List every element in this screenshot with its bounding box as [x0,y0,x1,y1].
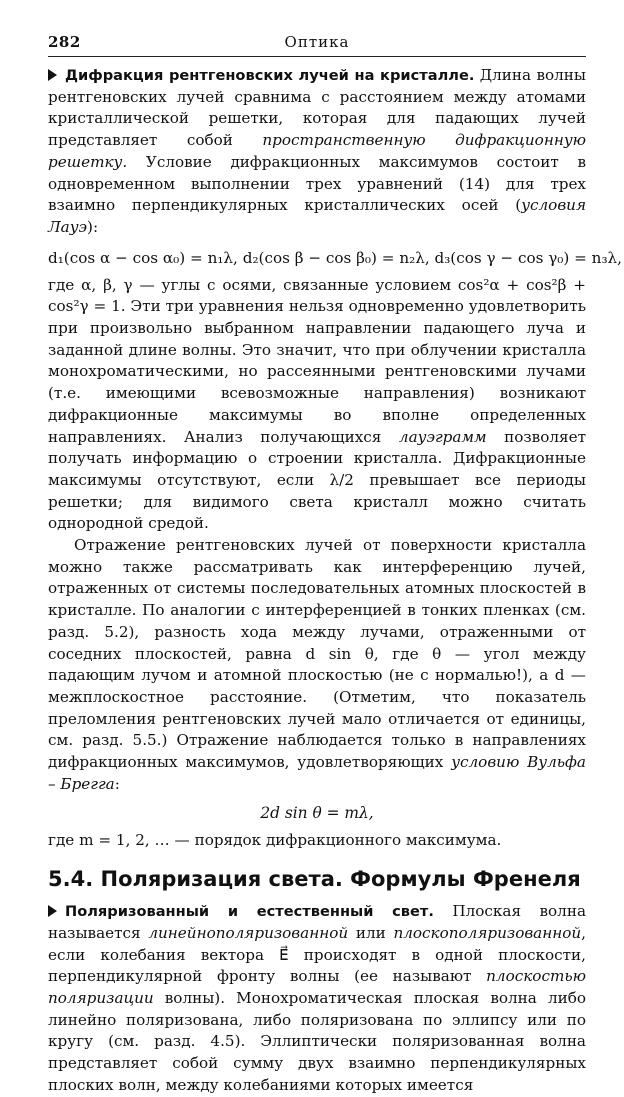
lead-title-polarization: Поляризованный и естественный свет. [65,903,434,921]
running-title: Оптика [284,33,350,51]
running-head [48,30,586,54]
polarization-text-4: волны). Монохроматическая плоская волна либо линейно поляризована, либо поляризована по эллипсу или по кругу (см. разд. 4.5). Эллиптически поляризованная волна представляет собой сумму двух взаимно перпендикулярных плоских волн, между колебаниями которых имеется [48,989,586,1094]
angles-paragraph [48,275,586,535]
polarization-paragraph [48,901,586,1096]
plane-polarized-term: плоскополяризованной [393,923,582,942]
page-number: 282 [48,33,81,51]
angles-text-1: где α, β, γ — углы с осями, связанные условием cos²α + cos²β + cos²γ = 1. Эти три уравнения нельзя одновременно удовлетворить при произвольно выбранном направлении падающего луча и заданной длине волны. Это значит, что при облучении кристалла монохроматическими, но рассеянными рентгеновскими лучами (т.е. имеющими всевозможные направления) возникают дифракционные максимумы во вполне определенных направлениях. Анализ получающихся [48,275,586,446]
bragg-condition-term: условию Вульфа – Брегга [48,753,586,793]
triangle-bullet-icon [48,69,57,81]
plane-of-polarization-term: плоскостью поляризации [48,967,586,1008]
polarization-text-1: Плоская волна называется [48,902,586,942]
header-rule [48,56,586,57]
order-line: где m = 1, 2, … — порядок дифракционного максимума. [48,830,502,849]
triangle-bullet-icon [48,905,57,917]
polarization-text-2: или [348,923,394,942]
intro-text-1: Длина волны рентгеновских лучей сравнима с расстоянием между атомами кристаллической решетки, которая для падающих лучей представляет собой [48,66,586,150]
intro-text-3: ): [87,217,99,236]
linear-polarized-term: линейнополяризованной [148,923,349,942]
reflection-text-2: : [114,774,120,793]
angles-text-2: позволяет получать информацию о строении кристалла. Дифракционные максимумы отсутствуют, если λ/2 превышает все периоды решетки; для видимого света кристалл можно считать однородной средой. [48,427,586,533]
polarization-text-3: , если колебания вектора E⃗ происходят в одной плоскости, перпендикулярной фронту волны (ее называют [48,923,586,986]
reflection-paragraph [48,535,586,795]
intro-emphasis-2: условия Лауэ [48,196,586,236]
book-page [48,30,623,1097]
lauegram-term: лауэграмм [398,427,487,446]
laue-equations: d₁(cos α − cos α₀) = n₁λ, d₂(cos β − cos β₀) = n₂λ, d₃(cos γ − cos γ₀) = n₃λ, [48,248,623,267]
lead-title-xray: Дифракция рентгеновских лучей на кристалле. [65,67,475,84]
xray-diffraction-intro [48,65,586,239]
reflection-text-1: Отражение рентгеновских лучей от поверхности кристалла можно также рассматривать как интерференцию лучей, отраженных от системы последовательных атомных плоскостей в кристалле. По аналогии с интерференцией в тонких пленках (см. разд. 5.2), разность хода между лучами, отраженными от соседних плоскостей, равна d sin θ, где θ — угол между падающим лучом и атомной плоскостью (не с нормалью!), а d — межплоскостное расстояние. (Отметим, что показатель преломления рентгеновских лучей мало отличается от единицы, см. разд. 5.5.) Отражение наблюдается только в направлениях дифракционных максимумов, удовлетворяющих [48,536,586,772]
intro-emphasis-1: пространственную дифракционную решетку. [48,131,587,171]
section-heading: 5.4. Поляризация света. Формулы Френеля [48,867,581,892]
intro-text-2: Условие дифракционных максимумов состоит в одновременном выполнении трех уравнений (14) для трех взаимно перпендикулярных кристаллических осей ( [48,152,586,215]
bragg-equation: 2d sin θ = mλ, [260,803,374,822]
